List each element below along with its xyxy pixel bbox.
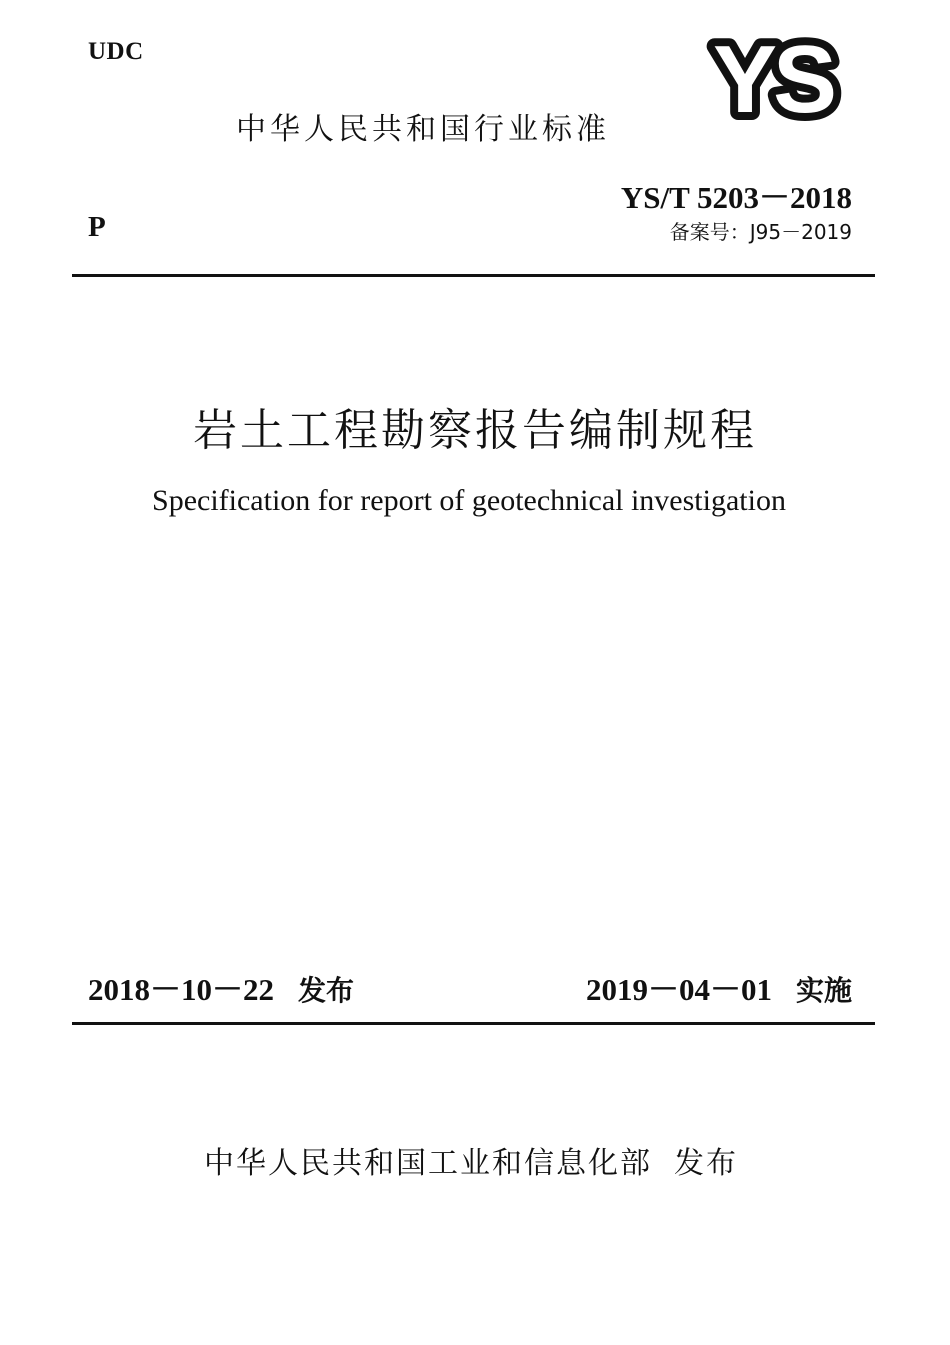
standard-code: YS/T 5203－2018 — [620, 180, 852, 215]
bottom-divider — [72, 1022, 875, 1025]
ys-logo-text: YS — [712, 36, 834, 122]
issuer-name: 中华人民共和国工业和信息化部 — [204, 1146, 652, 1181]
ys-logo — [694, 36, 852, 122]
record-number: 备案号：J95－2019 — [669, 220, 852, 244]
standard-category-title: 中华人民共和国行业标准 — [236, 112, 610, 147]
classification-code: P — [88, 211, 106, 243]
implementation-label: 实施 — [795, 974, 852, 1007]
issue-date: 2018－10－22 — [88, 972, 274, 1007]
top-divider — [72, 274, 875, 277]
udc-label: UDC — [88, 38, 144, 65]
document-title-chinese: 岩土工程勘察报告编制规程 — [193, 405, 757, 456]
issuer-label: 发布 — [674, 1146, 738, 1181]
implementation-date-block — [586, 964, 852, 1009]
implementation-date: 2019－04－01 — [585, 972, 772, 1007]
issuer-block — [0, 1138, 942, 1182]
issue-date-block — [88, 964, 354, 1009]
document-title-english: Specification for report of geotechnical investigation — [152, 484, 786, 517]
issue-label: 发布 — [298, 974, 355, 1007]
